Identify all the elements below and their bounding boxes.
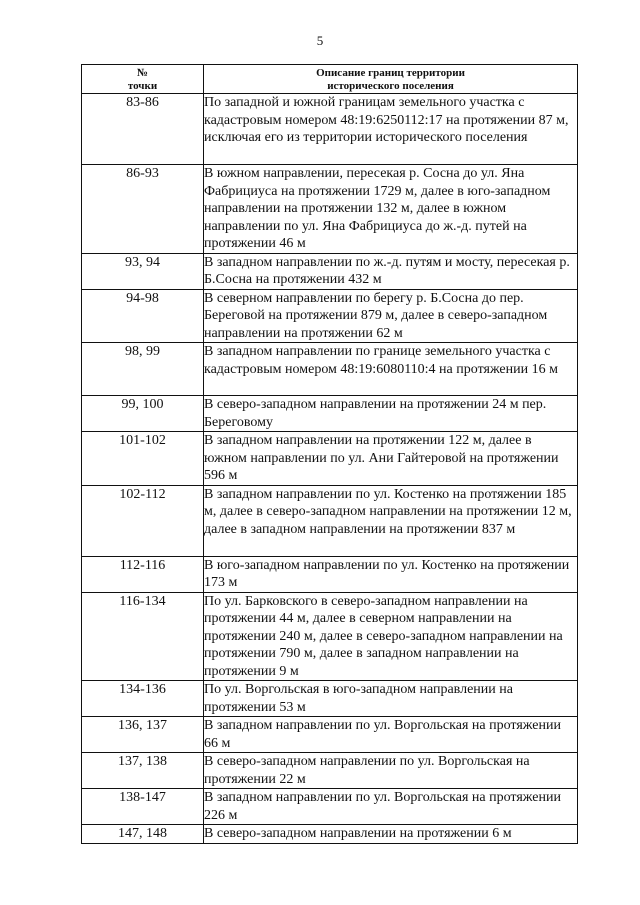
row-points: 86-93 (82, 165, 204, 254)
row-points: 102-112 (82, 485, 204, 556)
row-description: В западном направлении по ул. Костенко на протяжении 185 м, далее в северо-западном направлении на протяжении 12 м, далее в западном направлении на протяжении 837 м (204, 485, 578, 556)
row-description: В северо-западном направлении на протяжении 6 м (204, 825, 578, 844)
header-description-line1: Описание границ территории (316, 67, 465, 79)
table-row (82, 789, 578, 825)
table-row (82, 396, 578, 432)
row-points: 147, 148 (82, 825, 204, 844)
row-points: 112-116 (82, 556, 204, 592)
table-row (82, 825, 578, 844)
table-row (82, 556, 578, 592)
table-row (82, 94, 578, 165)
table-row (82, 717, 578, 753)
row-points: 94-98 (82, 289, 204, 343)
row-description: В северо-западном направлении на протяжении 24 м пер. Береговому (204, 396, 578, 432)
header-point-number-label: точки (127, 79, 158, 92)
row-description: По ул. Воргольская в юго-западном направлении на протяжении 53 м (204, 681, 578, 717)
row-description: В западном направлении по ул. Воргольская на протяжении 226 м (204, 789, 578, 825)
table-row (82, 165, 578, 254)
table-row (82, 753, 578, 789)
row-description: В юго-западном направлении по ул. Костенко на протяжении 173 м (204, 556, 578, 592)
row-description: В северо-западном направлении по ул. Воргольская на протяжении 22 м (204, 753, 578, 789)
header-point-number (82, 65, 204, 94)
header-description (204, 65, 578, 94)
row-points: 136, 137 (82, 717, 204, 753)
row-points: 116-134 (82, 592, 204, 681)
row-points: 101-102 (82, 432, 204, 486)
page-number: 5 (316, 33, 324, 48)
header-point-number-symbol: № (136, 67, 149, 79)
row-description: В западном направлении по ж.-д. путям и мосту, пересекая р. Б.Сосна на протяжении 432 м (204, 253, 578, 289)
table-row (82, 432, 578, 486)
row-points: 93, 94 (82, 253, 204, 289)
row-points: 99, 100 (82, 396, 204, 432)
row-description: По западной и южной границам земельного участка с кадастровым номером 48:19:6250112:17 на протяжении 87 м, исключая его из территории исторического поселения (204, 94, 578, 165)
row-description: В западном направлении по ул. Воргольская на протяжении 66 м (204, 717, 578, 753)
table-row (82, 253, 578, 289)
header-description-line2: исторического поселения (327, 79, 454, 92)
row-points: 83-86 (82, 94, 204, 165)
row-description: В северном направлении по берегу р. Б.Сосна до пер. Береговой на протяжении 879 м, далее в северо-западном направлении на протяжении 62 м (204, 289, 578, 343)
row-points: 98, 99 (82, 343, 204, 396)
table-row (82, 289, 578, 343)
row-description: В южном направлении, пересекая р. Сосна до ул. Яна Фабрициуса на протяжении 1729 м, далее в юго-западном направлении на протяжении 132 м, далее в южном направлении по ул. Яна Фабрициуса до ж.-д. путей на протяжении 46 м (204, 165, 578, 254)
table-row (82, 681, 578, 717)
table-header-row (82, 65, 578, 94)
table-row (82, 343, 578, 396)
row-points: 138-147 (82, 789, 204, 825)
row-points: 134-136 (82, 681, 204, 717)
boundary-table (81, 64, 578, 844)
row-points: 137, 138 (82, 753, 204, 789)
row-description: В западном направлении по границе земельного участка с кадастровым номером 48:19:6080110:4 на протяжении 16 м (204, 343, 578, 396)
row-description: В западном направлении на протяжении 122 м, далее в южном направлении по ул. Ани Гайтеровой на протяжении 596 м (204, 432, 578, 486)
row-description: По ул. Барковского в северо-западном направлении на протяжении 44 м, далее в северном направлении на протяжении 240 м, далее в северо-западном направлении на протяжении 790 м, далее в западном направлении на протяжении 9 м (204, 592, 578, 681)
table-row (82, 592, 578, 681)
table-row (82, 485, 578, 556)
